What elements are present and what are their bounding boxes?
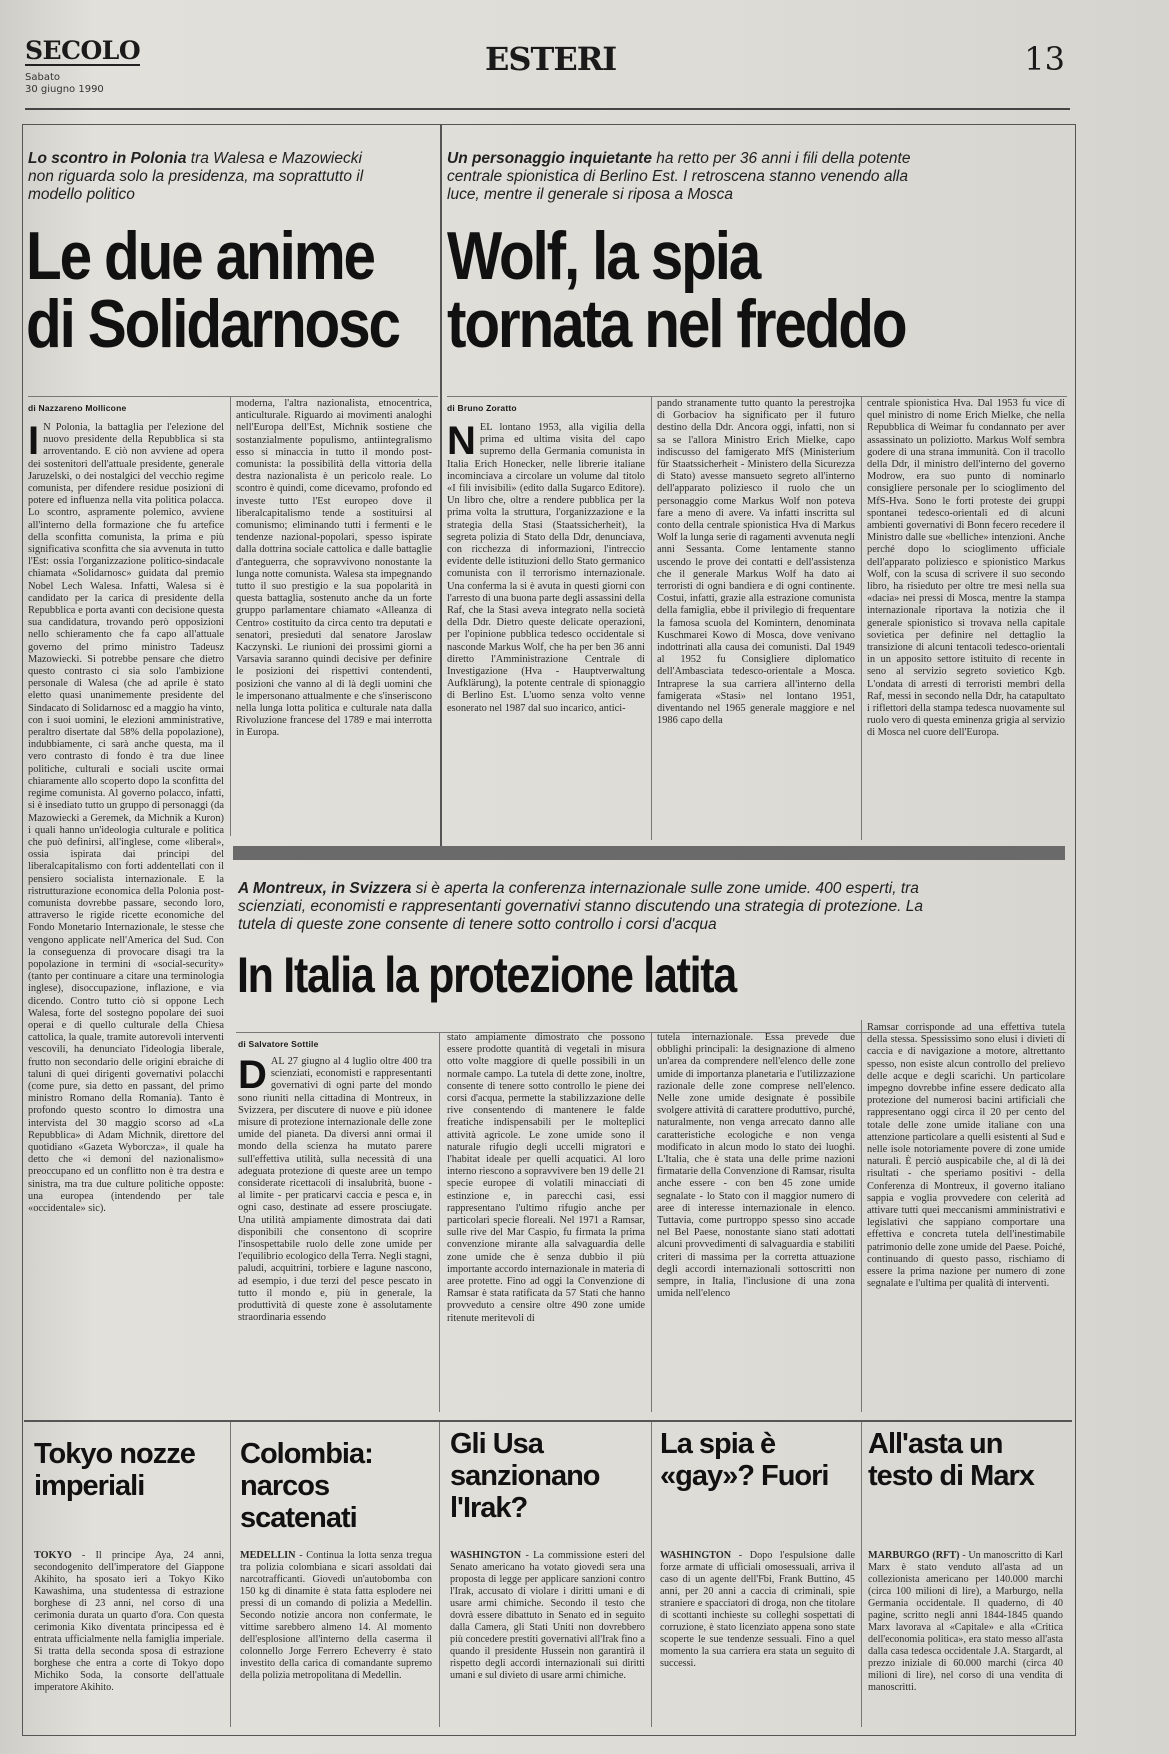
column-divider	[230, 396, 231, 836]
brief-title-marx: All'asta un testo di Marx	[868, 1428, 1034, 1492]
brief-title-usa-irak: Gli Usa sanzionano l'Irak?	[450, 1428, 600, 1524]
right-headline	[447, 218, 997, 362]
left-kicker-bold: Lo scontro in Polonia	[28, 150, 187, 167]
column-divider	[651, 396, 652, 840]
left-byline: di Nazzareno Mollicone	[28, 403, 127, 413]
left-article-rule	[28, 396, 438, 397]
left-col1-text: N Polonia, la battaglia per l'elezione del nuovo presidente della Repubblica si sta arroventando. E ciò non avviene ad opera dei sostenitori dell'attuale presidente, generale Jaruzelski, o dei nostalgici del vecchio regime comunista, per difendere residue posizioni di potere ed influenza nella vita politica polacca. Lo scontro, aspramente polemico, avviene all'interno della formazione che fu artefice della sconfitta comunista, la prima e più significativa sconfitta che sia avvenuta in tutto l'Est: ossia l'organizzazione politico-sindacale chiamata «Solidarnosc» guidata dal premio Nobel Lech Walesa. Infatti, Walesa si è candidato per la carica di presidente della Repubblica e porta avanti con decisione questa sua candidatura, trovando però opposizioni nello schieramento che fa capo all'attuale governo del primo ministro Tadeusz Mazowiecki. Si potrebbe pensare che dietro questo contrasto ci sia solo l'ambizione personale di Walesa (che ad aprile è stato eletto quasi unanimemente presidente del Sindacato di Solidarnosc ed a maggio ha vinto, con i suoi uomini, le elezioni amministrative, peraltro disertate dal 58% della popolazione), indubbiamente, ci sarà anche questa, ma il vero contrasto di fondo è tra due linee politiche, culturali e sociali uscite ormai chiaramente allo scoperto dopo la sconfitta del regime comunista. Al governo polacco, infatti, si è insediato tutto un gruppo di personaggi (da Mazowiecki a Geremek, da Michnik a Kuron) i quali hanno un'ideologia culturale e politica che può definirsi, all'inglese, come «liberal», ossia ispirata dai principi del liberalcapitalismo con forti addentellati con il pensiero socialista internazionale. E la ristrutturazione economica della Polonia post-comunista dovrebbe passare, secondo loro, attraverso le rigide ricette economiche del Fondo Monetario Internazionale, le stesse che vengono applicate nell'America del Sud. Con la conseguenza di provocare disagi tra la popolazione in termini di «social-security» (tanto per continuare a citare una terminologia inglese), disoccupazione, inflazione, e via dicendo. Contro tutto ciò si oppone Lech Walesa, forte del sostegno popolare dei suoi operai e di quello culturale della Chiesa cattolica, la quale, tramite autorevoli interventi vescovili, ha denunciato l'ideologia liberale, frutto non secondario delle origini ebraiche di taluni di quei dirigenti governativi polacchi (come pure, sia detto en passant, del primo ministro Romano della Romania). Tanto è profondo questo scontro lo dimostra una intervista del 30 maggio scorso ad «La Repubblica» di Adam Michnik, direttore del quotidiano «Gazeta Wyborcza», il quale ha detto che «i demoni del nazionalismo» preoccupano ed un conflitto non è tra destra e sinistra, ma tra due culture politiche opposte: una europea (intendendo per tale «occidentale» sic).	[28, 422, 224, 1214]
bottom-article-col3	[657, 1032, 855, 1408]
brief-divider	[861, 1422, 862, 1727]
brief-dateline-colombia: MEDELLIN	[240, 1550, 296, 1561]
bottom-col1-text: AL 27 giugno al 4 luglio oltre 400 tra scienziati, economisti e rappresentanti governativi di ogni parte del mondo sono riuniti nella cittadina di Montreux, in Svizzera, per discutere di nuove e più idonee misure di protezione internazionale delle zone umide del pianeta. Da diversi anni ormai il mondo della scienza ha mutato parere sull'effettiva utilità, sulla necessità di una adeguata protezione di queste aree un tempo considerate ricettacoli di insalubrità, buone - al limite - per praticarvi caccia e pesca e, in ogni caso, destinate ad essere prosciugate. Una utilità ampiamente dimostrata dai dati disponibili che consentono di scoprire l'insospettabile ruolo delle zone umide per l'equilibrio ecologico della Terra. Negli stagni, paludi, acquitrini, torbiere e lagune nascono, ad esempio, i due terzi del pesce pescato in tutto il mondo e, più in generale, la produttività di queste zone è assolutamente straordinaria essendo	[238, 1056, 432, 1324]
bottom-col4-text: Ramsar corrisponde ad una effettiva tutela della stessa. Spessissimo sono elusi i divieti di caccia e di navigazione a motore, altrettanto spesso, non esiste alcun controllo del prelievo delle acque e degli scarichi. Un particolare impegno dovrebbe infine essere dedicato alla protezione del numerosi bacini artificiali che rappresentano oggi circa il 20 per cento del totale delle zone umide italiane con una attenzione particolare a quelli esistenti al Sud e nelle isole notoriamente povere di zone umide naturali. È perciò auspicabile che, al di là dei risultati - che speriamo positivi - della Conferenza di Montreux, il governo italiano sappia e voglia provvedere con celerità ad attivare tutti quei meccanismi amministrativi e legislativi che sappiano comportare una effettiva e concreta tutela dell'inestimabile patrimonio delle zone umide del Paese. Poiché, continuando di questo passo, rischiamo di essere la prima nazione per numero di zone segnalate e l'ultima per qualità di interventi.	[867, 1022, 1065, 1290]
right-kicker-bold: Un personaggio inquietante	[447, 150, 652, 167]
page-number: 13	[1024, 40, 1065, 78]
column-divider	[861, 396, 862, 840]
right-col1-text: EL lontano 1953, alla vigilia della prima ed ultima visita del capo supremo della Germania comunista in Italia Erich Honecker, nelle librerie italiane incominciava a circolare un volume dal titolo «I fili invisibili» (edito dalla Sugarco Editore). Un libro che, oltre a rendere pubblica per la prima volta la struttura, l'organizzazione e la strategia della Stasi (Staatssicherheit), la segreta polizia di Stato della Ddr, denunciava, con ricchezza di informazioni, l'intreccio evidente delle istituzioni dello Stato germanico comunista con il terrorismo internazionale. Una conferma la si è avuta in questi giorni con l'arresto di una buona parte degli assassini della Raf, che la Stasi aveva integrato nella società della Ddr. Dietro queste delicate operazioni, per l'opinione pubblica tedesco occidentale si nasconde Markus Wolf, che ha per ben 36 anni diretto l'Amministrazione Centrale di Investigazione (Hva - Hauptverwaltung Aufklärung), la potente centrale di spionaggio di Berlino Est. L'uomo senza volto venne esonerato nel 1987 dal suo incarico, antici-	[447, 422, 645, 714]
bottom-byline: di Salvatore Sottile	[238, 1039, 319, 1049]
bottom-dropcap: D	[238, 1056, 267, 1097]
bottom-article-col2	[447, 1032, 645, 1408]
column-divider	[439, 1032, 440, 1412]
left-headline	[26, 218, 422, 362]
right-headline-line2: tornata nel freddo	[447, 286, 906, 362]
right-article-rule	[447, 396, 1067, 397]
brief-dateline-usa-irak: WASHINGTON	[450, 1550, 522, 1561]
brief-body-spia-gay: - Dopo l'espulsione dalle forze armate di ufficiali omosessuali, arriva il caso di un agente dell'Fbi, Frank Buttino, 45 anni, per 20 anni a caccia di criminali, spie straniere e spacciatori di droga, non che titolare di scottanti inchieste su colleghi sospettati di corruzione, è stato licenziato appena sono state scoperte le sue tendenze sessuali. Fino a quel momento la sua carriera era stata un seguito di successi.	[660, 1550, 855, 1669]
right-col2-text: pando stranamente tutto quanto la perestrojka di Gorbaciov ha significato per il futuro destino della Ddr. Ancora oggi, infatti, non si sa se l'allora Ministro Erich Mielke, capo indiscusso del famigerato MfS (Ministerium für Staatssicherheit - Ministero della Sicurezza di Stato) avesse mansueto segreto all'interno dell'apparato poliziesco il ruolo che un personaggio come Markus Wolf non poteva fare a meno di avere. Va infatti inscritta sul conto della centrale spionistica Hva di Markus Wolf la lunga serie di ragamenti avvenuta negli anni Sessanta. Come lentamente stanno uscendo le prove dei contatti e dell'assistenza che il generale Markus Wolf ha dato ai terroristi di ogni bandiera e di ogni continente. Costui, infatti, grazie alla estrazione comunista della famiglia, ebbe il privilegio di frequentare la famosa scuola del Komintern, denominata Kuschmarei Kowo di Mosca, dove venivano indottrinati alla causa dei comunisti. Dal 1949 al 1952 fu Consigliere diplomatico dell'Ambasciata tedesco-orientale a Mosca. Intraprese la sua carriera all'interno della famigerata «Stasi» nel lontano 1951, diventando nel 1965 generale maggiore e nel 1986 capo della	[657, 398, 855, 727]
brief-body-tokyo: - Il principe Aya, 24 anni, secondogenito dell'imperatore del Giappone Akihito, ha sposato ieri a Tokyo Kiko Kawashima, una studentessa di estrazione borghese di 23 anni, nel corso di una cerimonia durata un quarto d'ora. Con questa cerimonia Kiko diventata principessa ed è entrata ufficialmente nella famiglia imperiale. Si tratta della seconda sposa di estrazione borghese che entra a corte di Tokyo dopo Michiko Soda, la consorte dell'attuale imperatore Akihito.	[34, 1550, 224, 1693]
right-kicker	[447, 150, 927, 204]
brief-title-spia-gay: La spia è «gay»? Fuori	[660, 1428, 829, 1492]
bottom-headline: In Italia la protezione latita	[237, 947, 736, 1003]
brief-text-marx	[868, 1550, 1063, 1720]
bottom-article-col4	[867, 1022, 1065, 1408]
masthead	[25, 38, 1065, 108]
gray-separator-band	[233, 846, 1065, 860]
left-kicker-text: tra Walesa e Mazowiecki non riguarda solo la presidenza, ma soprattutto il modello politico	[28, 150, 364, 203]
brief-text-usa-irak	[450, 1550, 645, 1720]
right-kicker-text: ha retto per 36 anni i fili della potente centrale spionistica di Berlino Est. I retroscena stanno venendo alla luce, mentre il generale si riposa a Mosca	[447, 150, 911, 203]
brief-body-colombia: - Continua la lotta senza tregua tra polizia colombiana e sicari assoldati dai narcotrafficanti. Giovedì un'autobomba con 150 kg di dinamite è stata fatta esplodere nei pressi di un comando di polizia a Medellin. Secondo notizie ancora non confermate, le vittime sarebbero almeno 14. Al momento dell'esplosione all'interno della caserma il colonnello Jorge Ferrero Echeverry è stato investito della carica di comandante supremo della polizia metropolitana di Medellin.	[240, 1550, 432, 1681]
bottom-col3-text: tutela internazionale. Essa prevede due obblighi principali: la designazione di almeno un'area da comprendere nell'elenco delle zone umide di importanza planetaria e l'utilizzazione razionale delle zone comprese nell'elenco. Nelle zone umide designate è possibile svolgere attività di carattere produttivo, purché, naturalmente, non venga arrecato danno alle caratteristiche ecologiche e non venga modificato in alcun modo lo stato dei luoghi. L'Italia, che è stata una delle prime nazioni firmatarie della Convenzione di Ramsar, risulta anche essere - con ben 45 zone umide segnalate - lo Stato con il maggior numero di aree di interesse internazionale in elenco. Tuttavia, come purtroppo spesso sino accade nel Bel Paese, nonostante siano stati adottati alcuni provvedimenti di salvaguardia e stabiliti criteri di massima per la corretta attuazione degli accordi internazionali sottoscritti non sempre, in Italia, l'inclusione di una zona umida nell'elenco	[657, 1032, 855, 1300]
left-kicker	[28, 150, 368, 204]
issue-day: Sabato	[25, 72, 60, 83]
brief-divider	[439, 1422, 440, 1727]
brief-text-tokyo	[34, 1550, 224, 1720]
brief-body-marx: - Un manoscritto di Karl Marx è stato venduto all'asta ad un collezionista americano per 140.000 marchi (circa 100 milioni di lire), a Marburgo, nella Germania occidentale. Il quaderno, di 40 pagine, scritto negli anni 1844-1845 quando Marx lavorava al «Capitale» e alla «Critica dell'economia politica», era stato messo all'asta dalla casa tedesca occidentale J.A. Stargardt, al prezzo iniziale di 60.000 marchi (circa 40 milioni di lire), nel corso di una vendita di manoscritti.	[868, 1550, 1063, 1693]
brief-text-spia-gay	[660, 1550, 855, 1720]
left-article-col1	[28, 422, 224, 1372]
bottom-kicker-bold: A Montreux, in Svizzera	[238, 880, 412, 897]
article-divider	[440, 124, 442, 846]
left-col2-text: moderna, l'altra nazionalista, etnocentrica, anticulturale. Riguardo ai movimenti analoghi nell'Europa dell'Est, Michnik sostiene che sostanzialmente populismo, antiintegralismo esso si minaccia in tutto il mondo post-comunista: la possibilità della vittoria della destra nazionalista è un pericolo reale. Lo scontro è quindi, come dicevamo, profondo ed investe tutto l'Est europeo dove il liberalcapitalismo tende a sostituirsi al comunismo; eliminando tutti i fermenti e le tendenze nazional-popolari, spesso ispirate dalla dottrina sociale cattolica e dalle battaglie d'anteguerra, che sopravvivono nonostante la lunga notte comunista. Walesa sta impegnando tutto il suo prestigio e la sua popolarità in questa battaglia, sostenuto anche da un forte gruppo parlamentare chiamato «Alleanza di Centro» costituito da circa cento tra deputati e senatori, presieduti dal senatore Jaroslaw Kaczynski. Le riunioni dei prossimi giorni a Varsavia saranno quindi decisive per definire le posizioni dei rispettivi contendenti, posizioni che vanno al di là degli uomini che le impersonano attualmente e che s'inseriscono nella lunga lotta politica e culturale nata dalla Rivoluzione francese del 1789 e mai interrotta in Europa.	[236, 398, 432, 739]
bottom-article-col1	[238, 1056, 432, 1406]
bottom-kicker-text: si è aperta la conferenza internazionale sulle zone umide. 400 esperti, tra scienziati, economisti e rappresentanti governativi stanno discutendo una strategia di protezione. La tutela di queste zone consente di tenere sotto controllo i corsi d'acqua	[238, 880, 923, 933]
brief-dateline-marx: MARBURGO (RFT)	[868, 1550, 960, 1561]
issue-date	[25, 72, 104, 96]
briefs-top-rule	[24, 1420, 1072, 1422]
issue-full-date: 30 giugno 1990	[25, 84, 104, 95]
brief-dateline-spia-gay: WASHINGTON	[660, 1550, 732, 1561]
masthead-rule	[25, 108, 1070, 110]
brief-dateline-tokyo: TOKYO	[34, 1550, 72, 1561]
bottom-col2-text: stato ampiamente dimostrato che possono essere prodotte quantità di vegetali in misura otto volte maggiore di quelle possibili in un normale campo. La tutela di dette zone, inoltre, consente di tenere sotto controllo le piene dei corsi d'acqua, permette la stabilizzazione delle rive consentendo di mantenere le falde freatiche indispensabili per le molteplici attività agricole. Le zone umide sono il naturale rifugio degli uccelli migratori e l'habitat ideale per quelli acquatici. Al loro interno riescono a sopravvivere ben 19 delle 21 specie europee di volatili minacciati di estinzione e, in parecchi casi, essi rappresentano l'ultimo rifugio anche per particolari specie floreali. Nel 1971 a Ramsar, sulle rive del Mar Caspio, fu firmata la prima convenzione mirante alla salvaguardia delle zone umide che è senza dubbio il più importante accordo internazionale in materia di aree protette. Fino ad oggi la Convenzione di Ramsar è stata ratificata da 57 Stati che hanno provveduto a censire oltre 490 zone umide ritenute meritevoli di	[447, 1032, 645, 1324]
section-title: ESTERI	[485, 40, 617, 78]
right-article-col2	[657, 398, 855, 840]
bottom-kicker	[238, 880, 958, 934]
right-byline: di Bruno Zoratto	[447, 403, 517, 413]
newspaper-logo: SECOLO	[25, 36, 141, 65]
brief-divider	[230, 1422, 231, 1727]
right-headline-line1: Wolf, la spia	[447, 218, 760, 294]
brief-title-colombia: Colombia: narcos scatenati	[240, 1438, 373, 1534]
right-article-col1	[447, 422, 645, 840]
brief-divider	[651, 1422, 652, 1727]
right-article-col3	[867, 398, 1065, 840]
column-divider	[861, 1020, 862, 1412]
right-dropcap: N	[447, 422, 476, 463]
left-dropcap: I	[28, 422, 40, 463]
right-col3-text: centrale spionistica Hva. Dal 1953 fu vice di quel ministro di nome Erich Mielke, che nella Repubblica di Weimar fu condannato per aver assassinato un poliziotto. Markus Wolf sembra godere di una strana immunità. Con il tracollo della Ddr, il ministro dell'interno del governo Modrow, era suo punto di nominarlo consigliere personale per lo scioglimento del MfS-Hva. Sono le forti proteste dei gruppi spontanei tedesco-orientali ed di alcuni ambienti governativi di Bonn fecero recedere il Ministro dalle sue «belliche» intenzioni. Anche perché dopo lo scioglimento ufficiale dell'apparato poliziesco e spionistico Markus Wolf, con la scusa di scrivere il suo secondo libro, ha risieduto per oltre tre mesi nella sua «dacia» nei pressi di Mosca, mentre la stampa internazionale riportava la notizia che il generale spionistico si trovava nella capitale sovietica per definire nel dettaglio la transizione di alcuni tentacoli tedesco-orientali in un apposito settore istituito di recente in seno al servizio segreto sovietico Kgb. L'ondata di arresti di terroristi membri della Raf, messi in secondo nella Ddr, ha catapultato i riflettori della stampa tedesca nuovamente sul ruolo vero di questa eminenza grigia al servizio di Mosca nel cuore dell'Europa.	[867, 398, 1065, 739]
brief-title-tokyo: Tokyo nozze imperiali	[34, 1438, 195, 1502]
left-headline-line1: Le due anime	[26, 218, 374, 294]
left-article-col2	[236, 398, 432, 838]
left-headline-line2: di Solidarnosc	[26, 286, 399, 362]
brief-text-colombia	[240, 1550, 432, 1720]
brief-body-usa-irak: - La commissione esteri del Senato americano ha votato giovedì sera una proposta di legge per applicare sanzioni contro l'Irak, accusato di violare i diritti umani e di usare armi chimiche. Secondo il testo che dovrà essere dibattuto in Senato ed in seguito dalla Camera, gli Stati Uniti non dovrebbero più concedere prestiti governativi all'Irak fino a quando il presidente Hussein non garantirà il rispetto degli accordi internazionali sui diritti umani e sul divieto di usare armi chimiche.	[450, 1550, 645, 1681]
column-divider	[651, 1032, 652, 1412]
